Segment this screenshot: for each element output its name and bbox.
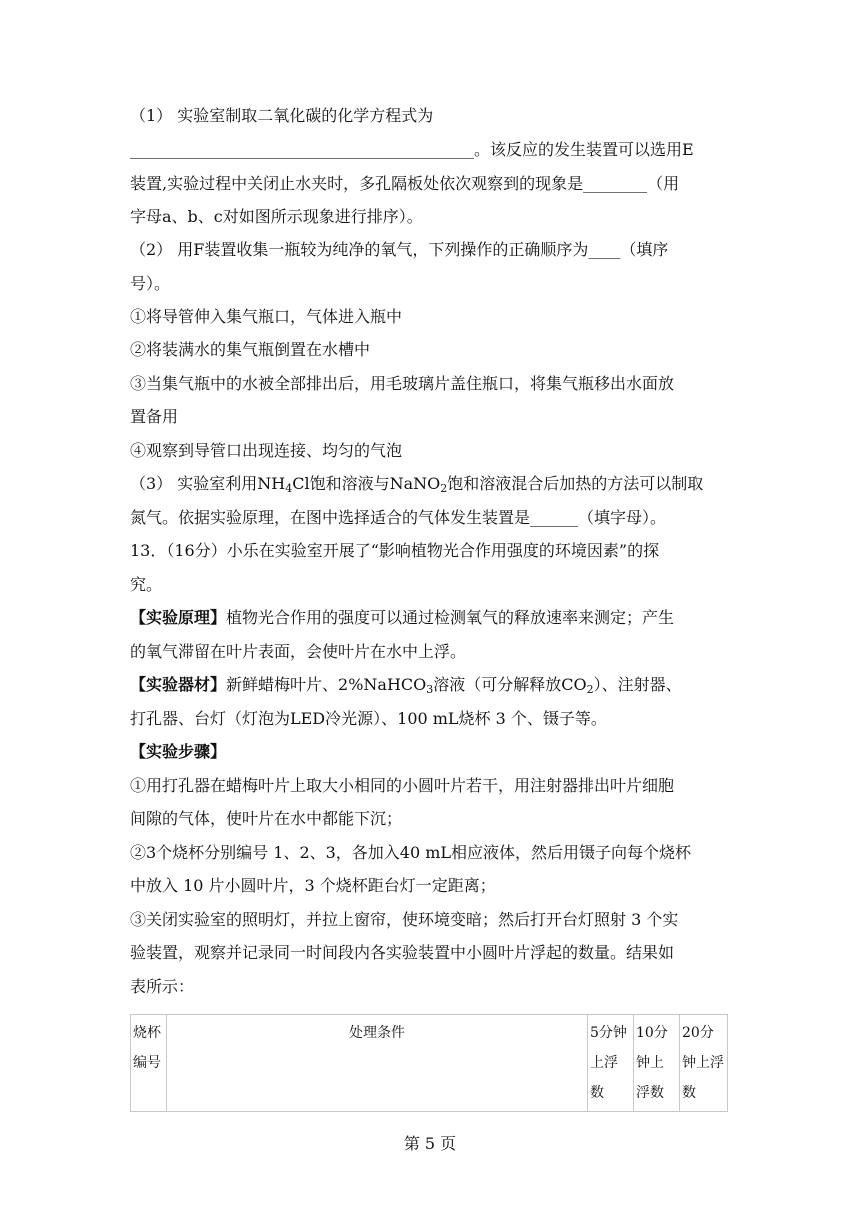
step1-line1: ①用打孔器在蜡梅叶片上取大小相同的小圆叶片若干，用注射器排出叶片细胞 [130, 776, 675, 795]
q12-part2-line2: 号）。 [130, 274, 171, 293]
q13-header-line1: 13．（16分）小乐在实验室开展了“影响植物光合作用强度的环境因素”的探 [130, 541, 660, 560]
option-2: ②将装满水的集气瓶倒置在水槽中 [130, 340, 371, 359]
step3-line2: 验装置，观察并记录同一时间段内各实验装置中小圆叶片浮起的数量。结果如 [130, 943, 675, 962]
materials-label: 【实验器材】 [130, 675, 227, 694]
header-beaker-number: 烧杯编号 [131, 1015, 167, 1112]
q13-header-line2: 究。 [130, 575, 163, 594]
header-treatment-condition: 处理条件 [167, 1015, 588, 1112]
q12-part1-line2: ___________________________________________。该反应的发生装置可以选用E [130, 140, 694, 159]
step3-line1: ③关闭实验室的照明灯，并拉上窗帘，使环境变暗；然后打开台灯照射 3 个实 [130, 910, 679, 929]
q12-part3-line2: 氮气。依据实验原理，在图中选择适合的气体发生装置是______（填字母）。 [130, 508, 667, 527]
header-10min-count: 10分钟上浮数 [634, 1015, 680, 1112]
table-header-row [131, 1015, 728, 1112]
page-number: 第 5 页 [403, 1134, 457, 1153]
q12-part1-line1: （1） 实验室制取二氧化碳的化学方程式为 [130, 106, 434, 125]
principle-line2: 的氧气滞留在叶片表面，会使叶片在水中上浮。 [130, 642, 467, 661]
step3-line3: 表所示： [130, 977, 195, 996]
option-1: ①将导管伸入集气瓶口，气体进入瓶中 [130, 307, 403, 326]
option-4: ④观察到导管口出现连接、均匀的气泡 [130, 441, 403, 460]
step2-line2: 中放入 10 片小圆叶片，3 个烧杯距台灯一定距离； [130, 876, 496, 895]
results-table [130, 1014, 728, 1112]
q12-part1-line3: 装置,实验过程中关闭止水夹时，多孔隔板处依次观察到的现象是________（用 [130, 174, 680, 193]
header-5min-count: 5分钟上浮数 [588, 1015, 634, 1112]
principle-label: 【实验原理】 [130, 608, 227, 627]
step1-line2: 间隙的气体，使叶片在水中都能下沉； [130, 809, 403, 828]
materials-line1: 【实验器材】新鲜蜡梅叶片、2%NaHCO$_3$溶液（可分解释放$CO_2$）、注射器、 [130, 675, 682, 696]
principle-line1: 【实验原理】植物光合作用的强度可以通过检测氧气的释放速率来测定；产生 [130, 608, 675, 627]
option-3-line1: ③当集气瓶中的水被全部排出后，用毛玻璃片盖住瓶口，将集气瓶移出水面放 [130, 374, 675, 393]
q12-part3-line1: （3） 实验室利用$NH_4Cl$饱和溶液与NaNO$_2$饱和溶液混合后加热的方法可以制取 [130, 474, 704, 495]
materials-line2: 打孔器、台灯（灯泡为LED冷光源）、100 mL烧杯 3 个、镊子等。 [130, 709, 607, 728]
option-3-line2: 置备用 [130, 407, 179, 426]
step2-line1: ②3个烧杯分别编号 1、2、3，各加入40 mL相应液体，然后用镊子向每个烧杯 [130, 843, 692, 862]
q12-part2-line1: （2） 用F装置收集一瓶较为纯净的氧气，下列操作的正确顺序为____（填序 [130, 240, 669, 259]
header-20min-count: 20分钟上浮数 [680, 1015, 728, 1112]
answer-blank: ___________________________________________ [130, 140, 474, 159]
steps-label: 【实验步骤】 [130, 742, 227, 761]
q12-part1-line4: 字母a、b、c对如图所示现象进行排序）。 [130, 207, 423, 226]
